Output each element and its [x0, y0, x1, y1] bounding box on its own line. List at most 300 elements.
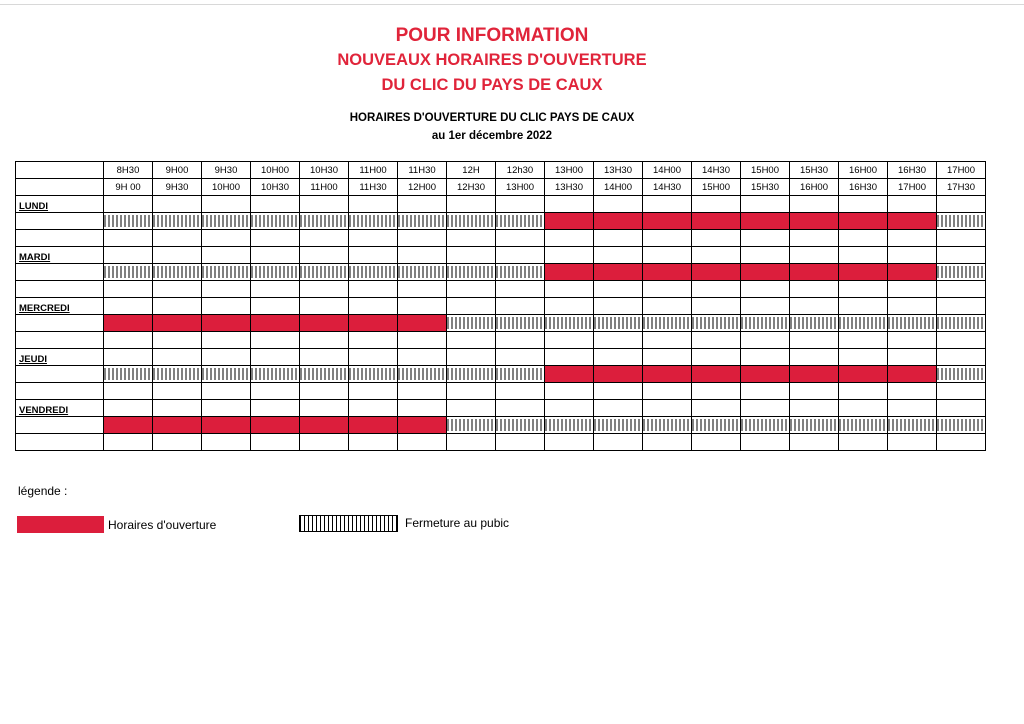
slot-open	[300, 417, 349, 434]
empty-cell	[790, 196, 839, 213]
slot-closed	[447, 366, 496, 383]
empty-cell	[594, 281, 643, 298]
empty-cell	[447, 383, 496, 400]
empty-cell	[398, 196, 447, 213]
empty-cell	[643, 400, 692, 417]
time-slot-end: 10H00	[202, 179, 251, 196]
empty-cell	[153, 196, 202, 213]
slot-open	[888, 264, 937, 281]
day-name: JEUDI	[16, 349, 104, 366]
empty-cell	[937, 196, 986, 213]
empty-cell	[692, 383, 741, 400]
empty-cell	[496, 434, 545, 451]
empty-cell	[937, 349, 986, 366]
empty-cell	[741, 349, 790, 366]
title-clic-pays-de-caux: DU CLIC DU PAYS DE CAUX	[381, 76, 603, 94]
empty-cell	[398, 247, 447, 264]
empty-cell	[937, 298, 986, 315]
empty-cell	[594, 247, 643, 264]
slot-closed	[692, 417, 741, 434]
empty-cell	[741, 400, 790, 417]
empty-cell	[545, 230, 594, 247]
time-slot-start: 11H30	[398, 162, 447, 179]
empty-cell	[202, 196, 251, 213]
empty-cell	[16, 383, 104, 400]
empty-cell	[300, 434, 349, 451]
empty-cell	[545, 298, 594, 315]
slot-open	[839, 264, 888, 281]
slot-open	[594, 264, 643, 281]
empty-cell	[888, 230, 937, 247]
empty-cell	[594, 332, 643, 349]
empty-cell	[839, 400, 888, 417]
empty-cell	[447, 434, 496, 451]
empty-cell	[300, 230, 349, 247]
legend-closed-swatch	[299, 515, 398, 532]
empty-cell	[251, 247, 300, 264]
empty-cell	[251, 349, 300, 366]
slot-closed	[300, 264, 349, 281]
empty-cell	[16, 434, 104, 451]
day-label-row	[16, 349, 986, 366]
slot-closed	[741, 417, 790, 434]
empty-cell	[937, 400, 986, 417]
day-spacer-row	[16, 383, 986, 400]
day-name: VENDREDI	[16, 400, 104, 417]
slot-closed	[300, 213, 349, 230]
empty-cell	[888, 383, 937, 400]
time-slot-end: 10H30	[251, 179, 300, 196]
empty-cell	[398, 298, 447, 315]
empty-cell	[16, 281, 104, 298]
empty-cell	[545, 349, 594, 366]
time-slot-start: 11H00	[349, 162, 398, 179]
empty-cell	[496, 230, 545, 247]
empty-cell	[741, 434, 790, 451]
empty-cell	[888, 247, 937, 264]
empty-cell	[692, 196, 741, 213]
empty-cell	[349, 196, 398, 213]
empty-cell	[692, 281, 741, 298]
slot-closed	[496, 366, 545, 383]
empty-cell	[202, 281, 251, 298]
empty-cell	[496, 196, 545, 213]
empty-cell	[790, 332, 839, 349]
empty-cell	[692, 349, 741, 366]
empty-cell	[643, 230, 692, 247]
empty-cell	[741, 247, 790, 264]
empty-cell	[790, 230, 839, 247]
empty-cell	[937, 434, 986, 451]
empty-cell	[398, 434, 447, 451]
day-name: MARDI	[16, 247, 104, 264]
empty-cell	[104, 400, 153, 417]
day-label-row	[16, 400, 986, 417]
empty-cell	[643, 383, 692, 400]
time-slot-start: 10H00	[251, 162, 300, 179]
day-spacer-row	[16, 230, 986, 247]
time-slot-start: 12H	[447, 162, 496, 179]
empty-cell	[790, 434, 839, 451]
page-border-line	[0, 4, 1024, 5]
empty-cell	[692, 332, 741, 349]
empty-cell	[16, 264, 104, 281]
empty-cell	[202, 247, 251, 264]
empty-cell	[153, 230, 202, 247]
slot-closed	[447, 417, 496, 434]
day-status-row	[16, 315, 986, 332]
empty-cell	[545, 383, 594, 400]
empty-cell	[496, 400, 545, 417]
empty-cell	[545, 196, 594, 213]
slot-closed	[496, 417, 545, 434]
empty-cell	[447, 247, 496, 264]
empty-cell	[937, 247, 986, 264]
empty-cell	[839, 434, 888, 451]
time-slot-start: 13H30	[594, 162, 643, 179]
empty-cell	[741, 298, 790, 315]
empty-cell	[545, 434, 594, 451]
slot-closed	[398, 366, 447, 383]
empty-cell	[741, 230, 790, 247]
time-slot-start: 12h30	[496, 162, 545, 179]
time-slot-start: 13H00	[545, 162, 594, 179]
empty-cell	[251, 196, 300, 213]
empty-cell	[741, 383, 790, 400]
slot-closed	[496, 315, 545, 332]
time-slot-end: 13H00	[496, 179, 545, 196]
empty-cell	[202, 230, 251, 247]
header-corner-cell	[16, 162, 104, 179]
slot-open	[104, 417, 153, 434]
empty-cell	[594, 400, 643, 417]
slot-closed	[398, 213, 447, 230]
empty-cell	[251, 332, 300, 349]
empty-cell	[202, 383, 251, 400]
day-spacer-row	[16, 281, 986, 298]
slot-open	[790, 366, 839, 383]
empty-cell	[398, 383, 447, 400]
empty-cell	[447, 400, 496, 417]
empty-cell	[643, 247, 692, 264]
slot-closed	[153, 366, 202, 383]
empty-cell	[104, 196, 153, 213]
empty-cell	[741, 196, 790, 213]
empty-cell	[496, 281, 545, 298]
empty-cell	[545, 281, 594, 298]
time-slot-end: 17H00	[888, 179, 937, 196]
empty-cell	[202, 349, 251, 366]
empty-cell	[104, 230, 153, 247]
slot-closed	[937, 417, 986, 434]
slot-closed	[545, 315, 594, 332]
empty-cell	[300, 247, 349, 264]
empty-cell	[839, 332, 888, 349]
empty-cell	[888, 400, 937, 417]
empty-cell	[300, 349, 349, 366]
empty-cell	[937, 383, 986, 400]
empty-cell	[888, 196, 937, 213]
empty-cell	[349, 247, 398, 264]
schedule-subtitle: HORAIRES D'OUVERTURE DU CLIC PAYS DE CAUX	[349, 112, 635, 124]
empty-cell	[153, 383, 202, 400]
slot-open	[692, 366, 741, 383]
empty-cell	[741, 332, 790, 349]
empty-cell	[16, 332, 104, 349]
slot-open	[839, 213, 888, 230]
time-slot-end: 13H30	[545, 179, 594, 196]
empty-cell	[937, 230, 986, 247]
slot-closed	[202, 264, 251, 281]
day-name: LUNDI	[16, 196, 104, 213]
time-slot-end: 12H30	[447, 179, 496, 196]
empty-cell	[104, 434, 153, 451]
empty-cell	[790, 349, 839, 366]
empty-cell	[888, 281, 937, 298]
empty-cell	[300, 298, 349, 315]
slot-closed	[839, 315, 888, 332]
slot-open	[300, 315, 349, 332]
slot-closed	[496, 213, 545, 230]
legend-open-swatch	[17, 516, 104, 533]
slot-closed	[937, 264, 986, 281]
empty-cell	[937, 281, 986, 298]
slot-open	[741, 264, 790, 281]
empty-cell	[16, 213, 104, 230]
slot-closed	[888, 315, 937, 332]
empty-cell	[153, 247, 202, 264]
slot-closed	[937, 315, 986, 332]
slot-open	[643, 264, 692, 281]
empty-cell	[104, 349, 153, 366]
slot-open	[545, 264, 594, 281]
slot-open	[202, 315, 251, 332]
empty-cell	[790, 383, 839, 400]
slot-closed	[202, 213, 251, 230]
slot-open	[153, 417, 202, 434]
time-slot-end: 16H30	[839, 179, 888, 196]
slot-open	[839, 366, 888, 383]
time-slot-end: 11H00	[300, 179, 349, 196]
time-slot-end: 11H30	[349, 179, 398, 196]
empty-cell	[16, 230, 104, 247]
empty-cell	[251, 383, 300, 400]
empty-cell	[398, 400, 447, 417]
time-slot-start: 10H30	[300, 162, 349, 179]
empty-cell	[104, 247, 153, 264]
time-slot-start: 15H30	[790, 162, 839, 179]
empty-cell	[104, 332, 153, 349]
empty-cell	[888, 434, 937, 451]
empty-cell	[447, 230, 496, 247]
time-slot-end: 9H30	[153, 179, 202, 196]
empty-cell	[202, 298, 251, 315]
slot-closed	[741, 315, 790, 332]
empty-cell	[545, 332, 594, 349]
slot-open	[251, 315, 300, 332]
empty-cell	[300, 400, 349, 417]
time-slot-end: 16H00	[790, 179, 839, 196]
time-slot-start: 15H00	[741, 162, 790, 179]
empty-cell	[594, 298, 643, 315]
empty-cell	[153, 400, 202, 417]
day-spacer-row	[16, 332, 986, 349]
empty-cell	[643, 332, 692, 349]
empty-cell	[888, 298, 937, 315]
slot-open	[398, 315, 447, 332]
empty-cell	[16, 366, 104, 383]
time-slot-start: 16H00	[839, 162, 888, 179]
slot-closed	[447, 315, 496, 332]
empty-cell	[594, 230, 643, 247]
title-nouveaux-horaires: NOUVEAUX HORAIRES D'OUVERTURE	[337, 51, 647, 69]
empty-cell	[153, 298, 202, 315]
slot-open	[790, 213, 839, 230]
empty-cell	[692, 434, 741, 451]
slot-closed	[496, 264, 545, 281]
time-slot-end: 15H30	[741, 179, 790, 196]
empty-cell	[839, 247, 888, 264]
day-status-row	[16, 366, 986, 383]
empty-cell	[839, 196, 888, 213]
empty-cell	[251, 230, 300, 247]
slot-closed	[937, 213, 986, 230]
slot-closed	[594, 417, 643, 434]
empty-cell	[643, 349, 692, 366]
empty-cell	[643, 434, 692, 451]
day-spacer-row	[16, 434, 986, 451]
empty-cell	[251, 298, 300, 315]
day-status-row	[16, 213, 986, 230]
time-slot-end: 9H 00	[104, 179, 153, 196]
slot-open	[349, 417, 398, 434]
empty-cell	[349, 230, 398, 247]
slot-closed	[349, 213, 398, 230]
slot-open	[398, 417, 447, 434]
time-slot-start: 17H00	[937, 162, 986, 179]
slot-closed	[447, 213, 496, 230]
empty-cell	[839, 281, 888, 298]
slot-open	[888, 366, 937, 383]
empty-cell	[496, 332, 545, 349]
time-slot-end: 14H30	[643, 179, 692, 196]
slot-closed	[349, 366, 398, 383]
slot-open	[741, 213, 790, 230]
empty-cell	[447, 298, 496, 315]
slot-closed	[594, 315, 643, 332]
empty-cell	[202, 332, 251, 349]
empty-cell	[153, 349, 202, 366]
slot-closed	[398, 264, 447, 281]
day-status-row	[16, 264, 986, 281]
empty-cell	[594, 383, 643, 400]
legend-open-label: Horaires d'ouverture	[108, 518, 217, 532]
slot-closed	[937, 366, 986, 383]
empty-cell	[496, 383, 545, 400]
empty-cell	[349, 383, 398, 400]
slot-closed	[300, 366, 349, 383]
slot-open	[888, 213, 937, 230]
time-slot-end: 17H30	[937, 179, 986, 196]
empty-cell	[300, 196, 349, 213]
header-row-start	[16, 162, 986, 179]
empty-cell	[692, 298, 741, 315]
empty-cell	[349, 400, 398, 417]
slot-closed	[790, 315, 839, 332]
slot-open	[790, 264, 839, 281]
time-slot-start: 14H00	[643, 162, 692, 179]
empty-cell	[937, 332, 986, 349]
empty-cell	[594, 434, 643, 451]
empty-cell	[349, 298, 398, 315]
slot-closed	[349, 264, 398, 281]
slot-closed	[888, 417, 937, 434]
empty-cell	[447, 332, 496, 349]
slot-open	[692, 264, 741, 281]
time-slot-end: 12H00	[398, 179, 447, 196]
empty-cell	[349, 434, 398, 451]
empty-cell	[398, 281, 447, 298]
slot-closed	[545, 417, 594, 434]
empty-cell	[790, 281, 839, 298]
empty-cell	[496, 298, 545, 315]
title-pour-information: POUR INFORMATION	[395, 25, 589, 46]
empty-cell	[251, 434, 300, 451]
slot-closed	[447, 264, 496, 281]
empty-cell	[447, 281, 496, 298]
schedule-date: au 1er décembre 2022	[431, 130, 553, 142]
slot-open	[202, 417, 251, 434]
empty-cell	[839, 349, 888, 366]
slot-closed	[251, 366, 300, 383]
header-row-end	[16, 179, 986, 196]
empty-cell	[153, 332, 202, 349]
day-label-row	[16, 196, 986, 213]
day-name: MERCREDI	[16, 298, 104, 315]
empty-cell	[447, 196, 496, 213]
empty-cell	[104, 383, 153, 400]
time-slot-start: 9H00	[153, 162, 202, 179]
time-slot-start: 8H30	[104, 162, 153, 179]
empty-cell	[251, 400, 300, 417]
empty-cell	[643, 196, 692, 213]
slot-open	[545, 366, 594, 383]
empty-cell	[692, 247, 741, 264]
empty-cell	[349, 332, 398, 349]
slot-open	[104, 315, 153, 332]
slot-closed	[153, 213, 202, 230]
slot-closed	[202, 366, 251, 383]
empty-cell	[888, 332, 937, 349]
slot-open	[594, 366, 643, 383]
empty-cell	[888, 349, 937, 366]
empty-cell	[16, 417, 104, 434]
empty-cell	[104, 281, 153, 298]
slot-closed	[251, 213, 300, 230]
empty-cell	[16, 315, 104, 332]
empty-cell	[839, 230, 888, 247]
empty-cell	[741, 281, 790, 298]
time-slot-end: 15H00	[692, 179, 741, 196]
empty-cell	[594, 349, 643, 366]
empty-cell	[790, 247, 839, 264]
slot-closed	[104, 213, 153, 230]
time-slot-start: 14H30	[692, 162, 741, 179]
empty-cell	[692, 400, 741, 417]
empty-cell	[349, 281, 398, 298]
slot-open	[643, 366, 692, 383]
empty-cell	[839, 383, 888, 400]
